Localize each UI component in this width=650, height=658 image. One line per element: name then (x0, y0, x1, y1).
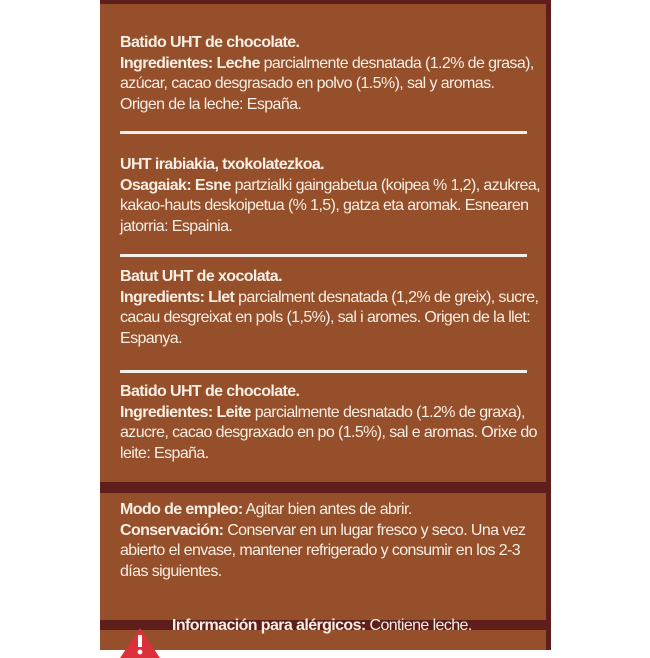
allergy-value: Contiene leche. (365, 617, 472, 634)
storage-label: Conservación: (120, 521, 224, 539)
allergy-box (100, 617, 546, 650)
divider (120, 131, 527, 134)
section-spanish (120, 33, 540, 115)
section-label: Ingredientes: Leche (120, 54, 260, 72)
section-galician (120, 382, 540, 464)
section-text: partzialki gaingabetua (koipea % 1,2), azukrea, kakao-hauts deskoipetua (% 1,5), gatza eta aromak. Esnearen jatorria: Espainia. (120, 176, 540, 235)
section-text: parcialment desnatada (1,2% de greix), sucre, cacau desgreixat en pols (1,5%), sal i aromes. Origen de la llet: Espanya. (120, 288, 539, 347)
usage-box (100, 493, 546, 620)
section-title: UHT irabiakia, txokolatezkoa. (120, 156, 325, 173)
section-label: Osagaiak: Esne (120, 176, 231, 194)
section-title: Batut UHT de xocolata. (120, 268, 282, 285)
usage-text: Agitar bien antes de abrir. (242, 501, 412, 518)
ingredients-box (100, 4, 546, 482)
allergy-text (172, 616, 592, 637)
section-label: Ingredients: Llet (120, 288, 235, 306)
label-panel (100, 0, 551, 650)
allergy-label: Información para alérgicos: (172, 617, 366, 634)
section-text: parcialmente desnatada (1.2% de grasa), azúcar, cacao desgrasado en polvo (1.5%), sal y aromas. Origen de la leche: España. (120, 54, 534, 113)
section-label: Ingredientes: Leite (120, 403, 251, 421)
section-title: Batido UHT de chocolate. (120, 34, 300, 51)
divider (120, 254, 527, 257)
usage-storage-text (120, 500, 540, 582)
section-catalan (120, 267, 540, 349)
section-basque (120, 155, 540, 237)
warning-icon (120, 628, 160, 658)
storage-text: Conservar en un lugar fresco y seco. Una vez abierto el envase, mantener refrigerado y consumir en los 2-3 días siguientes. (120, 521, 526, 580)
usage-label: Modo de empleo: (120, 501, 243, 518)
section-title: Batido UHT de chocolate. (120, 383, 300, 400)
divider (120, 370, 527, 373)
section-text: parcialmente desnatado (1.2% de graxa), azucre, cacao desgraxado en po (1.5%), sal e aromas. Orixe do leite: España. (120, 403, 537, 462)
